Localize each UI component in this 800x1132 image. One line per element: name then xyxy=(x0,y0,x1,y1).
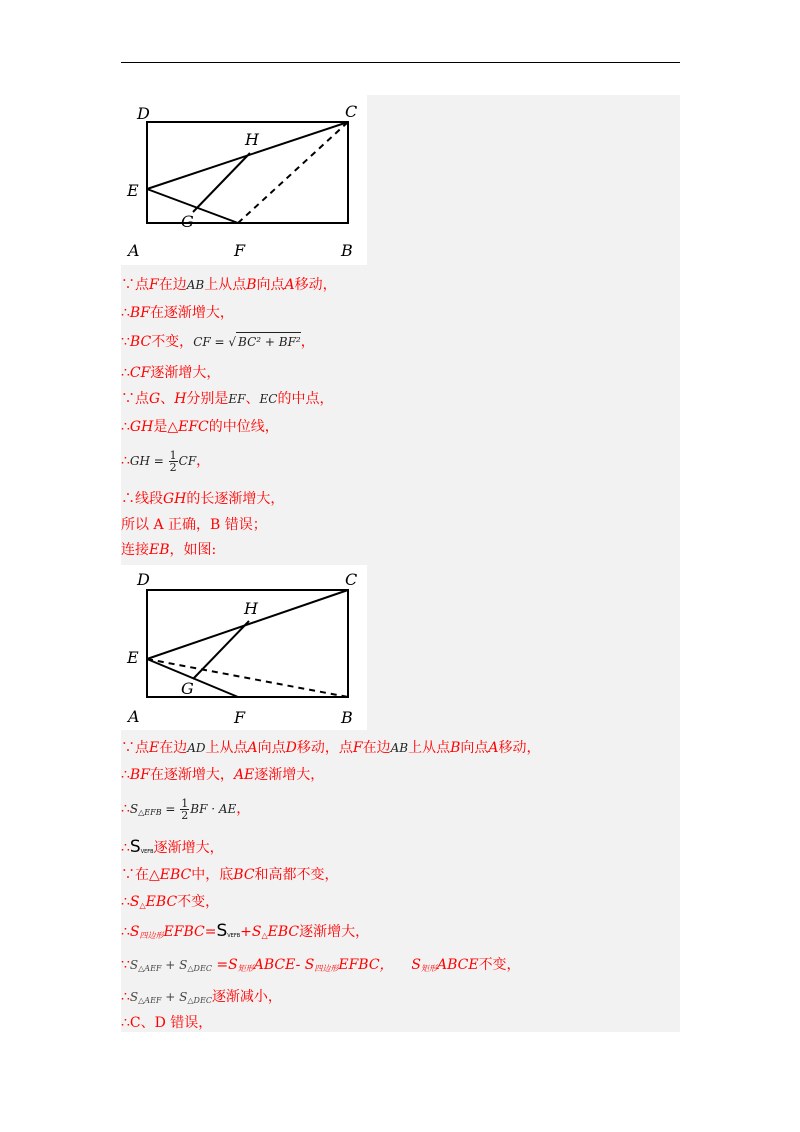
figure-1 xyxy=(121,95,367,265)
header-rule xyxy=(121,62,680,63)
label-e: E xyxy=(127,648,139,667)
segment-gh xyxy=(193,153,250,212)
text-line: ∴C、D 错误， xyxy=(121,1015,213,1031)
label-a: A xyxy=(128,241,140,260)
figure-2 xyxy=(121,565,367,730)
label-e: E xyxy=(127,181,139,200)
text-line: ∵点G、H分别是EF、EC的中点， xyxy=(121,391,334,407)
text-line: ∵点F在边AB上从点B向点A移动， xyxy=(121,277,337,293)
label-b: B xyxy=(341,708,353,727)
segment-eb-dashed xyxy=(147,659,348,697)
text-line: $\therefore S_\triangle EBC$不变， xyxy=(121,894,220,910)
label-f: F xyxy=(234,241,246,260)
text-line: ∴CF逐渐增大， xyxy=(121,365,221,381)
text-line: ∴BF在逐渐增大， xyxy=(121,305,234,321)
label-b: B xyxy=(341,241,353,260)
text-line: ∵在△EBC中，底BC和高都不变， xyxy=(121,867,339,883)
label-d: D xyxy=(137,570,150,589)
text-line: ∴GH是△EFC的中位线， xyxy=(121,419,279,435)
text-line: $\therefore S_{四边形}EFBC=SVEFB+S_\triangle EBC$逐渐增大， xyxy=(121,921,370,941)
label-h: H xyxy=(245,130,259,149)
label-c: C xyxy=(345,570,358,589)
text-line: $\therefore S_{\triangle AEF} + S_{\triangle DEC}$逐渐减小， xyxy=(121,989,282,1005)
text-line: ∵点E在边AD上从点A向点D移动，点F在边AB上从点B向点A移动， xyxy=(121,740,541,756)
label-g: G xyxy=(181,212,194,231)
label-f: F xyxy=(234,708,246,727)
label-c: C xyxy=(345,102,358,121)
label-a: A xyxy=(128,707,140,726)
text-line: ∴线段GH的长逐渐增大， xyxy=(121,491,285,507)
text-line: 所以 A 正确，B 错误； xyxy=(121,517,267,533)
text-line: $\therefore S_{\triangle EFB}$ = $\frac{1}{2}$ BF · AE， xyxy=(121,796,251,822)
label-d: D xyxy=(137,104,150,123)
text-line: ∴BF在逐渐增大，AE逐渐增大， xyxy=(121,767,325,783)
text-line: 连接EB，如图: xyxy=(121,542,217,558)
text-line: ∴GH = $\frac{1}{2}$ CF， xyxy=(121,448,211,474)
text-line: $\because S_{\triangle AEF} + S_{\triangle DEC}$ $=S_{矩形}ABCE-$ $S_{四边形}EFBC$， $S_{矩形}ABCE$不变， xyxy=(121,957,521,973)
text-line: ∴SVEFB逐渐增大， xyxy=(121,837,224,857)
label-g: G xyxy=(181,679,194,698)
label-h: H xyxy=(244,599,258,618)
text-line: ∵BC不变，CF = √ BC² + BF²， xyxy=(121,334,315,350)
